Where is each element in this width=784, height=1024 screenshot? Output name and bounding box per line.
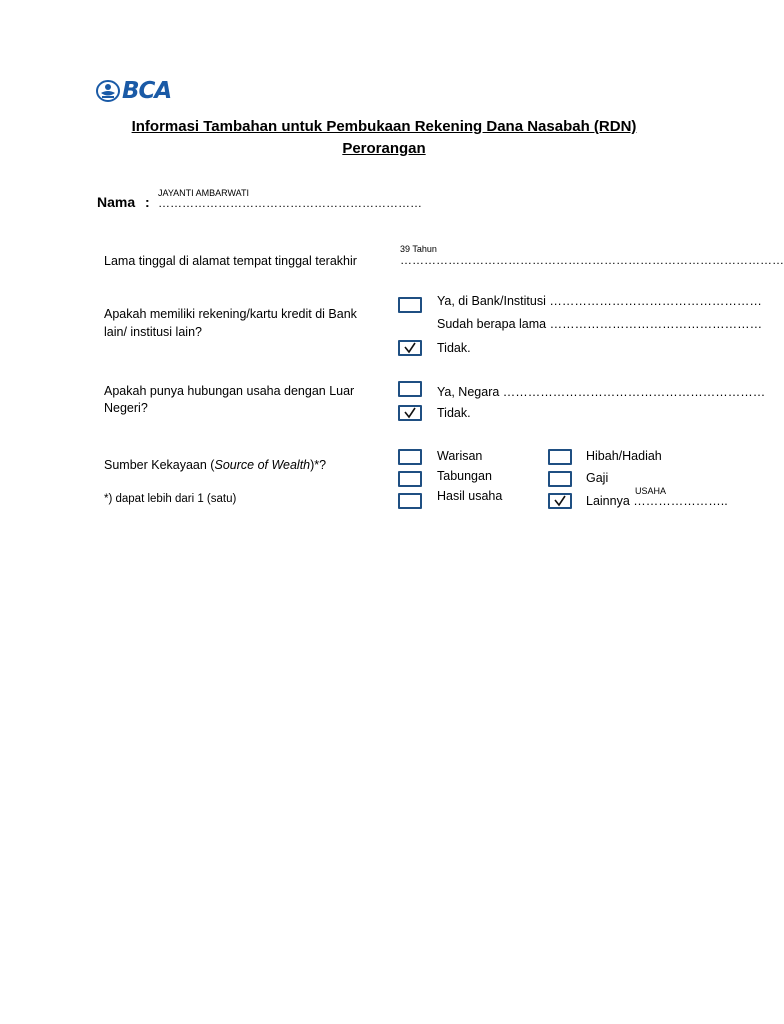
nama-label: Nama <box>97 194 136 210</box>
luar-ya-checkbox[interactable] <box>398 381 422 397</box>
sumber-question <box>104 456 326 474</box>
form-title-line1: Informasi Tambahan untuk Pembukaan Rekening Dana Nasabah (RDN) <box>131 118 637 135</box>
kartu-tidak-checkbox[interactable] <box>398 340 422 356</box>
bca-logo-text: BCA <box>122 78 172 104</box>
kartu-question-line1: Apakah memiliki rekening/kartu kredit di Bank <box>104 307 357 321</box>
gaji-checkbox[interactable] <box>548 471 572 487</box>
hibah-label: Hibah/Hadiah <box>586 449 662 463</box>
lainnya-value[interactable]: USAHA <box>635 486 667 496</box>
nama-value[interactable]: JAYANTI AMBARWATI <box>158 188 250 198</box>
sumber-question-italic: Source of Wealth <box>214 458 311 472</box>
hasil-usaha-checkbox[interactable] <box>398 493 422 509</box>
warisan-checkbox[interactable] <box>398 449 422 465</box>
kartu-tidak-label: Tidak. <box>437 341 471 355</box>
hasil-usaha-label: Hasil usaha <box>437 489 503 503</box>
bca-logo <box>96 78 171 104</box>
hibah-checkbox[interactable] <box>548 449 572 465</box>
form-title-line2: Perorangan <box>342 140 426 157</box>
kartu-lama-label: Sudah berapa lama …………………………………………… <box>437 317 763 331</box>
luar-ya-label: Ya, Negara ……………………………………………………… <box>437 385 766 399</box>
checkmark-icon <box>400 342 420 354</box>
lainnya-label: Lainnya ………………….. <box>586 494 728 508</box>
sumber-question-suffix: )*? <box>310 458 327 472</box>
lama-tinggal-value[interactable]: 39 Tahun <box>400 244 437 254</box>
luar-tidak-label: Tidak. <box>437 406 471 420</box>
kartu-ya-checkbox[interactable] <box>398 297 422 313</box>
checkmark-icon <box>400 407 420 419</box>
kartu-ya-label: Ya, di Bank/Institusi …………………………………………… <box>437 294 762 308</box>
luar-tidak-checkbox[interactable] <box>398 405 422 421</box>
luar-question-line2: Negeri? <box>104 401 148 415</box>
sumber-note: *) dapat lebih dari 1 (satu) <box>104 493 237 505</box>
kartu-question-line2: lain/ institusi lain? <box>104 325 202 339</box>
tabungan-label: Tabungan <box>437 469 492 483</box>
warisan-label: Warisan <box>437 449 483 463</box>
bca-logo-icon <box>96 79 120 103</box>
luar-question-line1: Apakah punya hubungan usaha dengan Luar <box>104 384 355 398</box>
nama-dots: ………………………………………………………… <box>158 196 422 210</box>
sumber-question-prefix: Sumber Kekayaan ( <box>104 458 215 472</box>
lama-tinggal-question: Lama tinggal di alamat tempat tinggal terakhir <box>104 254 357 268</box>
tabungan-checkbox[interactable] <box>398 471 422 487</box>
nama-colon: : <box>145 194 150 210</box>
checkmark-icon <box>550 495 570 507</box>
gaji-label: Gaji <box>586 471 609 485</box>
lama-tinggal-dots: …………………………………………………………………………………… <box>400 253 784 267</box>
lainnya-checkbox[interactable] <box>548 493 572 509</box>
